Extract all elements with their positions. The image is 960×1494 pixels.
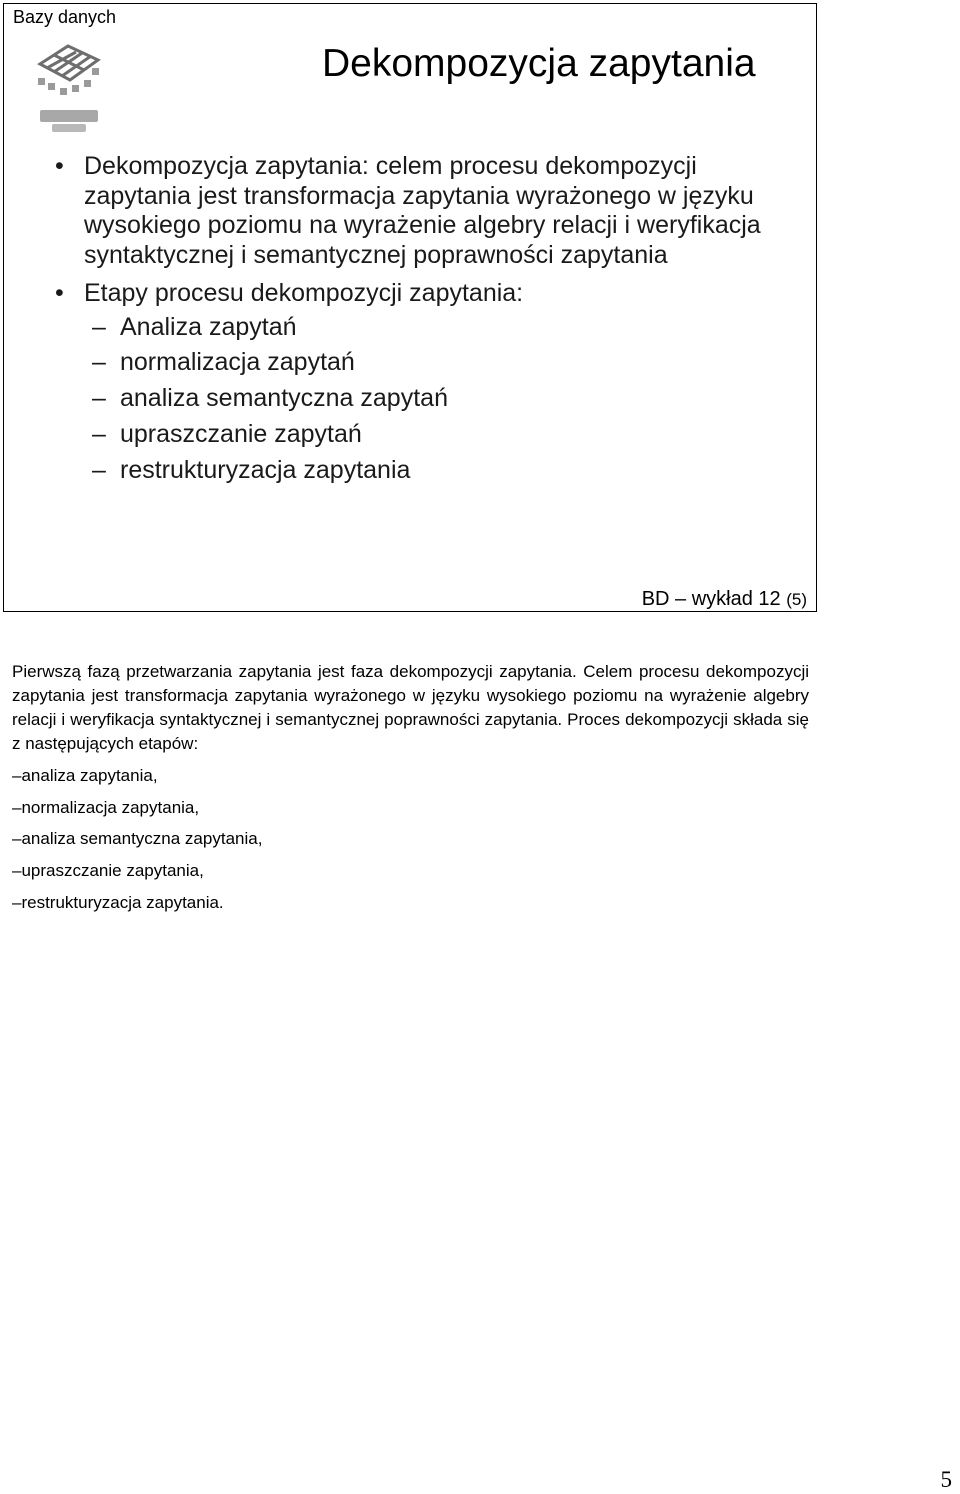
slide-sub-item-text: Analiza zapytań [120,312,297,341]
slide-title: Dekompozycja zapytania [322,42,756,85]
slide-sub-item [54,384,784,413]
slide-sub-item [54,420,784,449]
slide-bullet-text: Etapy procesu dekompozycji zapytania: [84,279,524,307]
notes-list [12,765,262,914]
notes-list-item: –normalizacja zapytania, [12,797,200,817]
slide-sub-item-text: analiza semantyczna zapytań [120,384,448,413]
lecture-label: BD – wykład 12 [641,588,781,610]
slide-sub-list [54,313,784,485]
notes-paragraph: Pierwszą fazą przetwarzania zapytania jest faza dekompozycji zapytania. Celem procesu dekompozycji zapytania jest transformacja zapytania wyrażonego w języku wysokiego poziomu na wyrażenie algebry relacji i weryfikacja syntaktycznej i semantycznej poprawności zapytania. Proces dekompozycji składa się z następujących etapów: [12,662,809,753]
slide-bullet [54,279,784,309]
slide-sub-item-text: restrukturyzacja zapytania [120,455,411,484]
slide-sub-item [54,348,784,377]
slide-frame [3,3,817,612]
dash-marker: – [92,455,106,484]
slide-bullet-text: Dekompozycja zapytania: celem procesu dekompozycji zapytania jest transformacja zapytania wyrażonego w języku wysokiego poziomu na wyrażenie algebry relacji i weryfikacja syntaktycznej i semantycznej poprawności zapytania [84,152,761,269]
dash-marker: – [92,348,106,377]
bullet-marker: • [55,152,64,180]
bullet-marker: • [55,279,64,307]
page-number: 5 [940,1467,952,1492]
notes-list-item: –analiza zapytania, [12,766,158,785]
slide-sub-item-text: normalizacja zapytań [120,348,355,377]
slide-sub-item [54,313,784,342]
slide-number: (5) [786,590,807,609]
notes-list-item: –upraszczanie zapytania, [12,861,204,881]
slide-bullet-list [54,152,784,485]
document-header: Bazy danych [13,7,117,27]
dash-marker: – [92,312,106,341]
slide-sub-item-text: upraszczanie zapytań [120,419,362,448]
university-logo-icon [34,38,104,134]
notes-list-item: –analiza semantyczna zapytania, [12,829,263,849]
slide-bullet [54,152,784,270]
slide-footer [642,587,807,612]
notes-list-item: –restrukturyzacja zapytania. [12,892,224,912]
dash-marker: – [92,384,106,413]
dash-marker: – [92,419,106,448]
slide-sub-item [54,456,784,485]
